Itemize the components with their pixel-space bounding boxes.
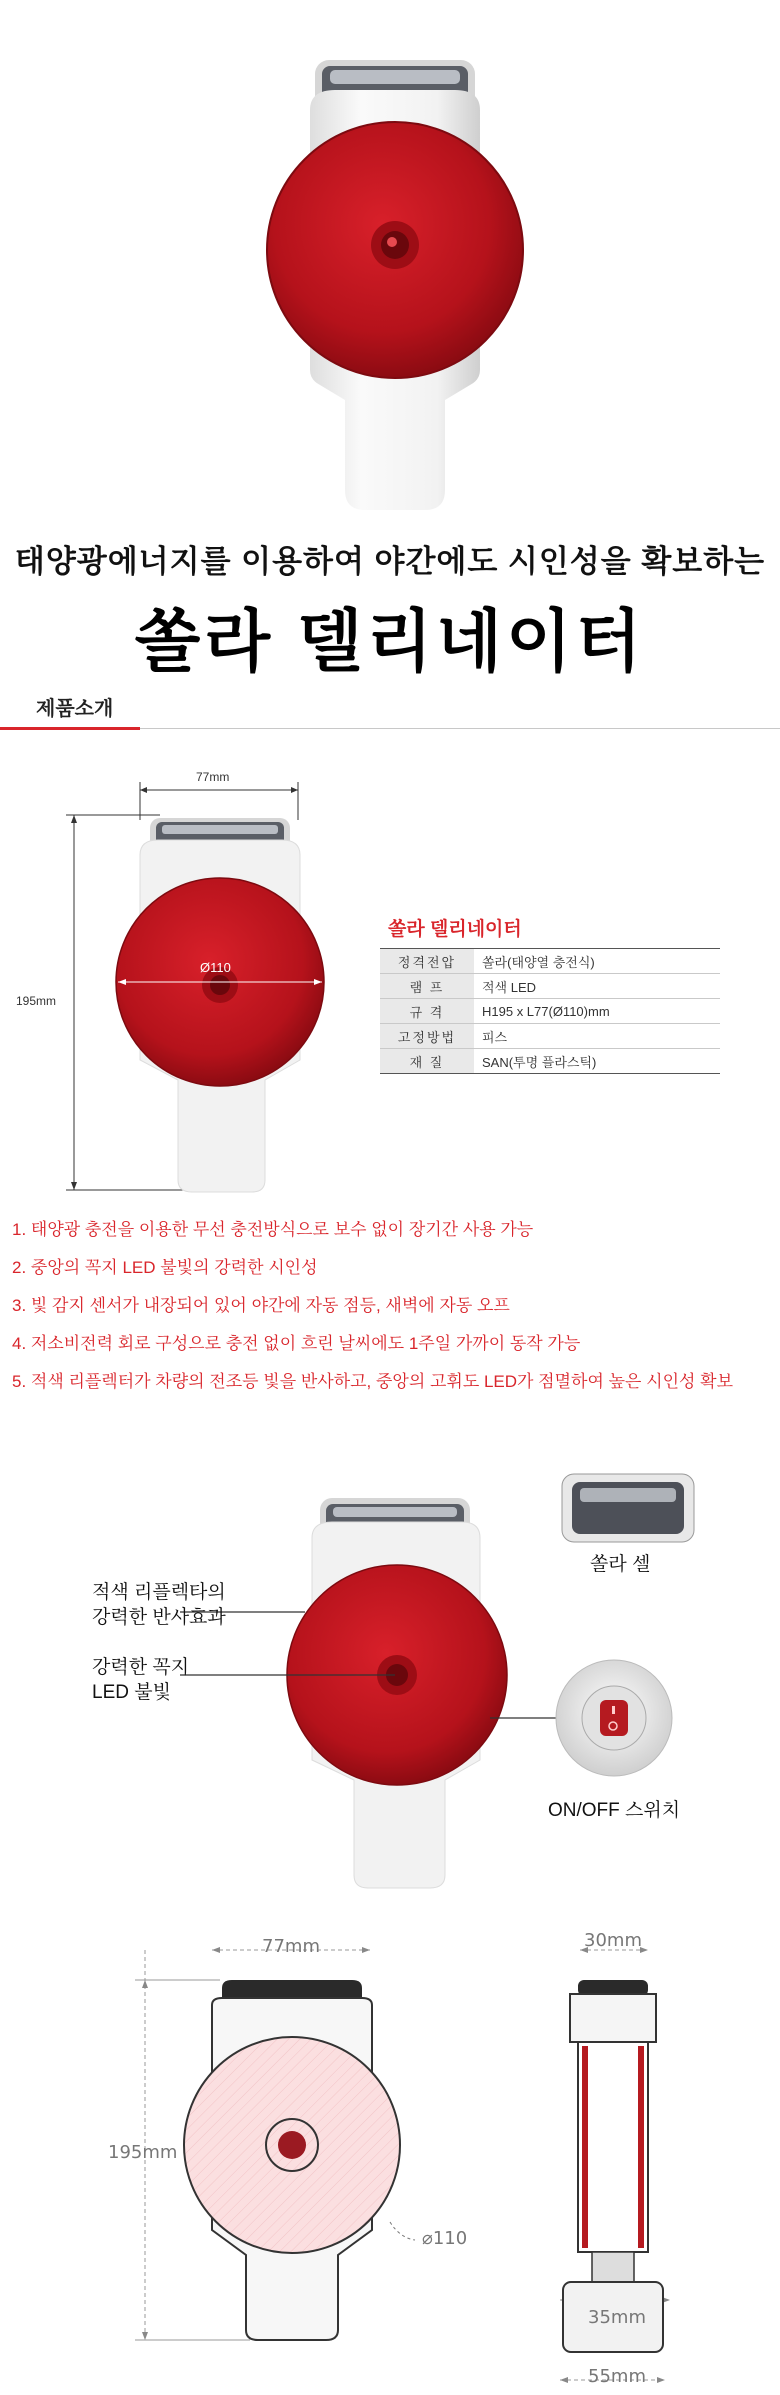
callout-switch: ON/OFF 스위치: [548, 1800, 681, 1821]
table-row: [380, 949, 720, 974]
callout-led-line2: LED 불빛: [92, 1682, 171, 1703]
spec-value: 쏠라(태양열 충전식): [474, 949, 720, 974]
spec-key: 정격전압: [380, 949, 474, 974]
hero-title: 쏠라 델리네이터: [134, 604, 646, 680]
callout-led-line1: 강력한 꼭지: [92, 1657, 190, 1678]
drawing-side-mid-label: 35mm: [588, 2307, 646, 2328]
table-row: [380, 974, 720, 999]
dim-width-label: 77mm: [196, 770, 230, 784]
callout-solar-cell: 쏠라 셀: [590, 1554, 651, 1575]
callout-reflector: [92, 1580, 226, 1630]
spec-value: 적색 LED: [474, 974, 720, 999]
section-accent-bar: [0, 727, 140, 730]
callout-reflector-line1: 적색 리플렉타의: [92, 1582, 226, 1603]
spec-key: 규 격: [380, 999, 474, 1024]
hero-product-image: [250, 50, 540, 520]
list-item: 5. 적색 리플렉터가 차량의 전조등 빛을 반사하고, 중앙의 고휘도 LED가 점멸하여 높은 시인성 확보: [12, 1372, 733, 1391]
spec-value: H195 x L77(Ø110)mm: [474, 999, 720, 1024]
spec-key: 고정방법: [380, 1024, 474, 1049]
dim-diameter-label: Ø110: [200, 960, 231, 975]
callout-reflector-line2: 강력한 반사효과: [92, 1607, 226, 1628]
spec-key: 재 질: [380, 1049, 474, 1074]
spec-key: 램 프: [380, 974, 474, 999]
list-item: 1. 태양광 충전을 이용한 무선 충전방식으로 보수 없이 장기간 사용 가능: [12, 1220, 534, 1239]
table-row: [380, 999, 720, 1024]
spec-title: 쏠라 델리네이터: [388, 919, 522, 940]
drawing-side-top-label: 30mm: [584, 1930, 642, 1951]
list-item: 4. 저소비전력 회로 구성으로 충전 없이 흐린 날씨에도 1주일 가까이 동작 가능: [12, 1334, 581, 1353]
spec-value: SAN(투명 플라스틱): [474, 1049, 720, 1074]
dimension-diagram: [0, 760, 380, 1210]
table-row: [380, 1024, 720, 1049]
section-label: 제품소개: [36, 698, 114, 720]
drawing-side-bottom-label: 55mm: [588, 2366, 646, 2387]
drawing-front-width-label: 77mm: [262, 1936, 320, 1957]
spec-table: [380, 948, 720, 1074]
dim-height-label: 195mm: [16, 994, 57, 1008]
feature-list: [12, 1220, 733, 1410]
list-item: 2. 중앙의 꼭지 LED 불빛의 강력한 시인성: [12, 1258, 318, 1277]
hero-subtitle: 태양광에너지를 이용하여 야간에도 시인성을 확보하는: [14, 544, 766, 579]
callout-led: [92, 1655, 189, 1705]
table-row: [380, 1049, 720, 1074]
drawing-front-height-label: 195mm: [108, 2142, 178, 2163]
spec-value: 피스: [474, 1024, 720, 1049]
drawing-diameter-label: ⌀110: [422, 2228, 468, 2249]
list-item: 3. 빛 감지 센서가 내장되어 있어 야간에 자동 점등, 새벽에 자동 오프: [12, 1296, 510, 1315]
